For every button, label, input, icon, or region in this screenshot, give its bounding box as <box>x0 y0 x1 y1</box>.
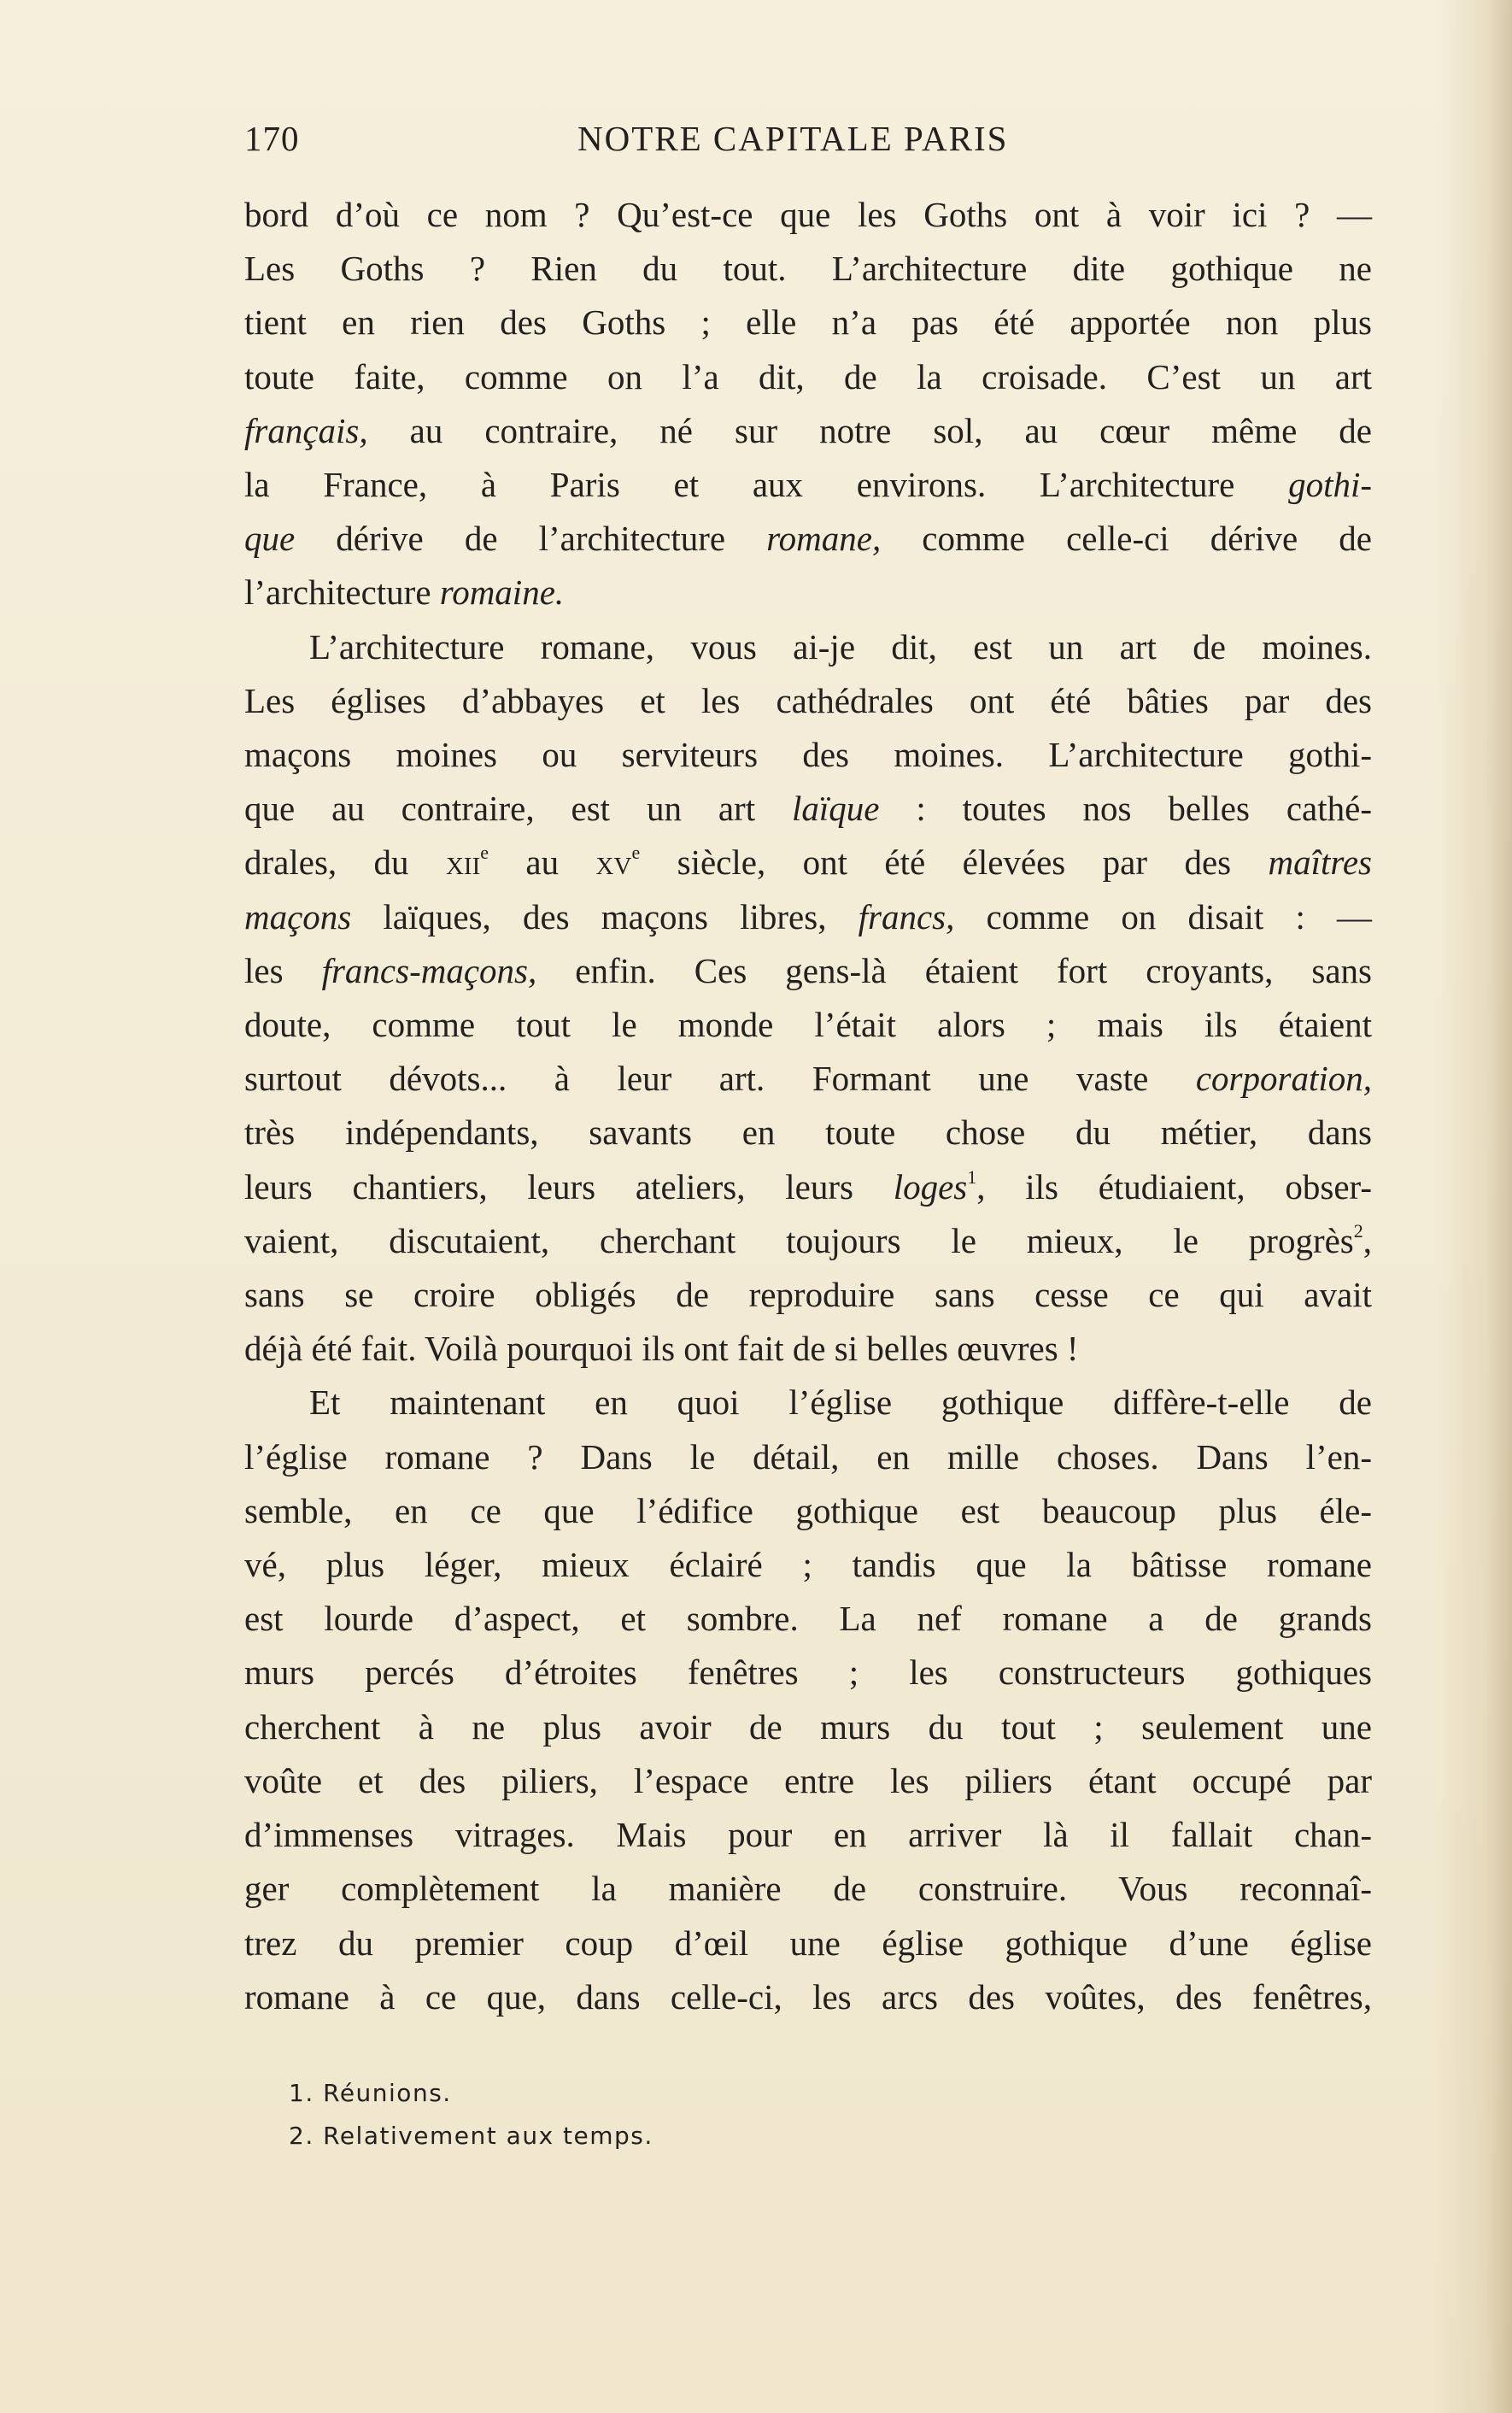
text-run: vé, plus léger, mieux éclairé ; tandis que la bâtisse romane <box>244 1545 1372 1585</box>
text-run: toute faite, comme on l’a dit, de la croisade. C’est un art <box>244 356 1372 396</box>
text-line <box>244 1322 1372 1376</box>
text-run: : toutes nos belles cathé- <box>879 789 1372 829</box>
text-line <box>244 1592 1372 1646</box>
text-run: laïques, des maçons libres, <box>351 896 859 936</box>
text-run: tient en rien des Goths ; elle n’a pas été apportée non plus <box>244 302 1372 343</box>
text-run: comme celle-ci dérive de <box>881 519 1373 559</box>
text-run: leurs chantiers, leurs ateliers, leurs <box>244 1166 894 1206</box>
text-line <box>244 1376 1372 1430</box>
text-run: cherchent à ne plus avoir de murs du tout ; seulement une <box>244 1706 1372 1747</box>
small-caps-numeral: xii <box>445 842 481 883</box>
text-run: est lourde d’aspect, et sombre. La nef romane a de grands <box>244 1599 1372 1639</box>
text-line <box>244 836 1372 889</box>
text-line <box>244 1484 1372 1538</box>
text-run: dérive de l’architecture <box>295 519 767 559</box>
text-run: comme on disait : — <box>954 896 1372 936</box>
italic-run: maîtres <box>1268 842 1372 883</box>
italic-run: français, <box>244 410 368 450</box>
text-line <box>244 1106 1372 1160</box>
text-line <box>244 1970 1372 2024</box>
page-number: 170 <box>244 119 300 158</box>
text-run: d’immenses vitrages. Mais pour en arriver là il fallait chan- <box>244 1815 1372 1855</box>
text-line <box>244 296 1372 349</box>
text-line <box>244 350 1372 404</box>
text-line <box>244 620 1372 674</box>
text-run: drales, du <box>244 842 446 883</box>
text-run: siècle, ont été élevées par des <box>640 842 1269 883</box>
italic-run: laïque <box>791 789 880 829</box>
text-run: L’architecture romane, vous ai-je dit, est un art de moines. <box>309 626 1372 666</box>
text-line <box>244 1214 1372 1268</box>
text-run: les <box>244 950 322 990</box>
text-line <box>244 1268 1372 1322</box>
text-line <box>244 782 1372 836</box>
footnote-2: 2. Relativement aux temps. <box>289 2122 653 2150</box>
text-run: que au contraire, est un art <box>244 789 792 829</box>
small-caps-numeral: xv <box>595 842 632 883</box>
text-run: doute, comme tout le monde l’était alors ; mais ils étaient <box>244 1005 1372 1045</box>
text-run: maçons moines ou serviteurs des moines. L’architecture gothi- <box>244 735 1372 775</box>
text-run: enfin. Ces gens-là étaient fort croyants, sans <box>536 950 1373 990</box>
text-line <box>244 1917 1372 1970</box>
text-run: romane à ce que, dans celle-ci, les arcs des voûtes, des fenêtres, <box>244 1976 1372 2017</box>
text-run: au contraire, né sur notre sol, au cœur même de <box>367 410 1372 450</box>
italic-run: francs, <box>858 896 955 936</box>
text-line <box>244 728 1372 782</box>
text-run: Les Goths ? Rien du tout. L’architecture dite gothique ne <box>244 249 1372 289</box>
text-line <box>244 1808 1372 1862</box>
text-line <box>244 1700 1372 1754</box>
text-run: bord d’où ce nom ? Qu’est-ce que les Goths ont à voir ici ? — <box>244 195 1372 234</box>
text-line <box>244 1862 1372 1916</box>
text-line <box>244 458 1372 512</box>
text-line <box>244 998 1372 1052</box>
italic-run: loges <box>893 1166 968 1206</box>
text-run: Les églises d’abbayes et les cathédrales ont été bâties par des <box>244 680 1372 720</box>
text-line <box>244 1538 1372 1592</box>
text-run: très indépendants, savants en toute chose du métier, dans <box>244 1113 1372 1153</box>
italic-run: francs-maçons, <box>321 950 537 990</box>
text-line <box>244 1430 1372 1484</box>
text-line <box>244 566 1372 619</box>
footnotes <box>289 2072 1058 2158</box>
italic-run: romaine. <box>439 572 565 613</box>
footnote-ref: 1 <box>967 1165 977 1188</box>
text-line <box>244 1052 1372 1106</box>
text-run: déjà été fait. Voilà pourquoi ils ont fait de si belles œuvres ! <box>244 1329 1079 1369</box>
text-line <box>244 1754 1372 1808</box>
text-run: semble, en ce que l’édifice gothique est beaucoup plus éle- <box>244 1490 1372 1530</box>
body-text <box>244 188 1372 2024</box>
text-run: ger complètement la manière de construire. Vous reconnaî- <box>244 1869 1372 1909</box>
footnote-1: 1. Réunions. <box>289 2079 452 2107</box>
text-line <box>244 242 1372 296</box>
text-line <box>244 944 1372 998</box>
text-run: vaient, discutaient, cherchant toujours le mieux, le progrès <box>244 1220 1354 1260</box>
text-run: Et maintenant en quoi l’église gothique diffère-t-elle de <box>309 1383 1372 1423</box>
text-run: sans se croire obligés de reproduire sans cesse ce qui avait <box>244 1275 1372 1315</box>
text-run: l’église romane ? Dans le détail, en mille choses. Dans l’en- <box>244 1436 1372 1477</box>
text-run: , ils étudiaient, obser- <box>976 1166 1373 1206</box>
footnote-ref: 2 <box>1353 1219 1363 1242</box>
text-line <box>244 1160 1372 1214</box>
italic-run: romane, <box>766 519 882 559</box>
text-run: murs percés d’étroites fenêtres ; les constructeurs gothiques <box>244 1653 1372 1693</box>
superscript: e <box>631 842 641 864</box>
text-line <box>244 1646 1372 1700</box>
page-header <box>244 118 1372 169</box>
italic-run: maçons <box>244 896 352 936</box>
text-run: surtout dévots... à leur art. Formant une vaste <box>244 1059 1196 1099</box>
italic-run: corporation, <box>1195 1059 1372 1099</box>
text-run: la France, à Paris et aux environs. L’architecture <box>244 465 1289 505</box>
text-run: au <box>489 842 596 883</box>
text-line <box>244 674 1372 728</box>
text-run: voûte et des piliers, l’espace entre les piliers étant occupé par <box>244 1760 1372 1800</box>
text-run: trez du premier coup d’œil une église gothique d’une église <box>244 1923 1372 1963</box>
text-run: , <box>1363 1220 1372 1260</box>
superscript: e <box>480 842 489 864</box>
text-line <box>244 890 1372 944</box>
italic-run: que <box>244 519 296 559</box>
text-line <box>244 188 1372 242</box>
text-line <box>244 512 1372 566</box>
italic-run: gothi- <box>1288 465 1372 505</box>
text-run: l’architecture <box>244 572 440 613</box>
running-title: NOTRE CAPITALE PARIS <box>577 119 1009 158</box>
text-line <box>244 404 1372 458</box>
